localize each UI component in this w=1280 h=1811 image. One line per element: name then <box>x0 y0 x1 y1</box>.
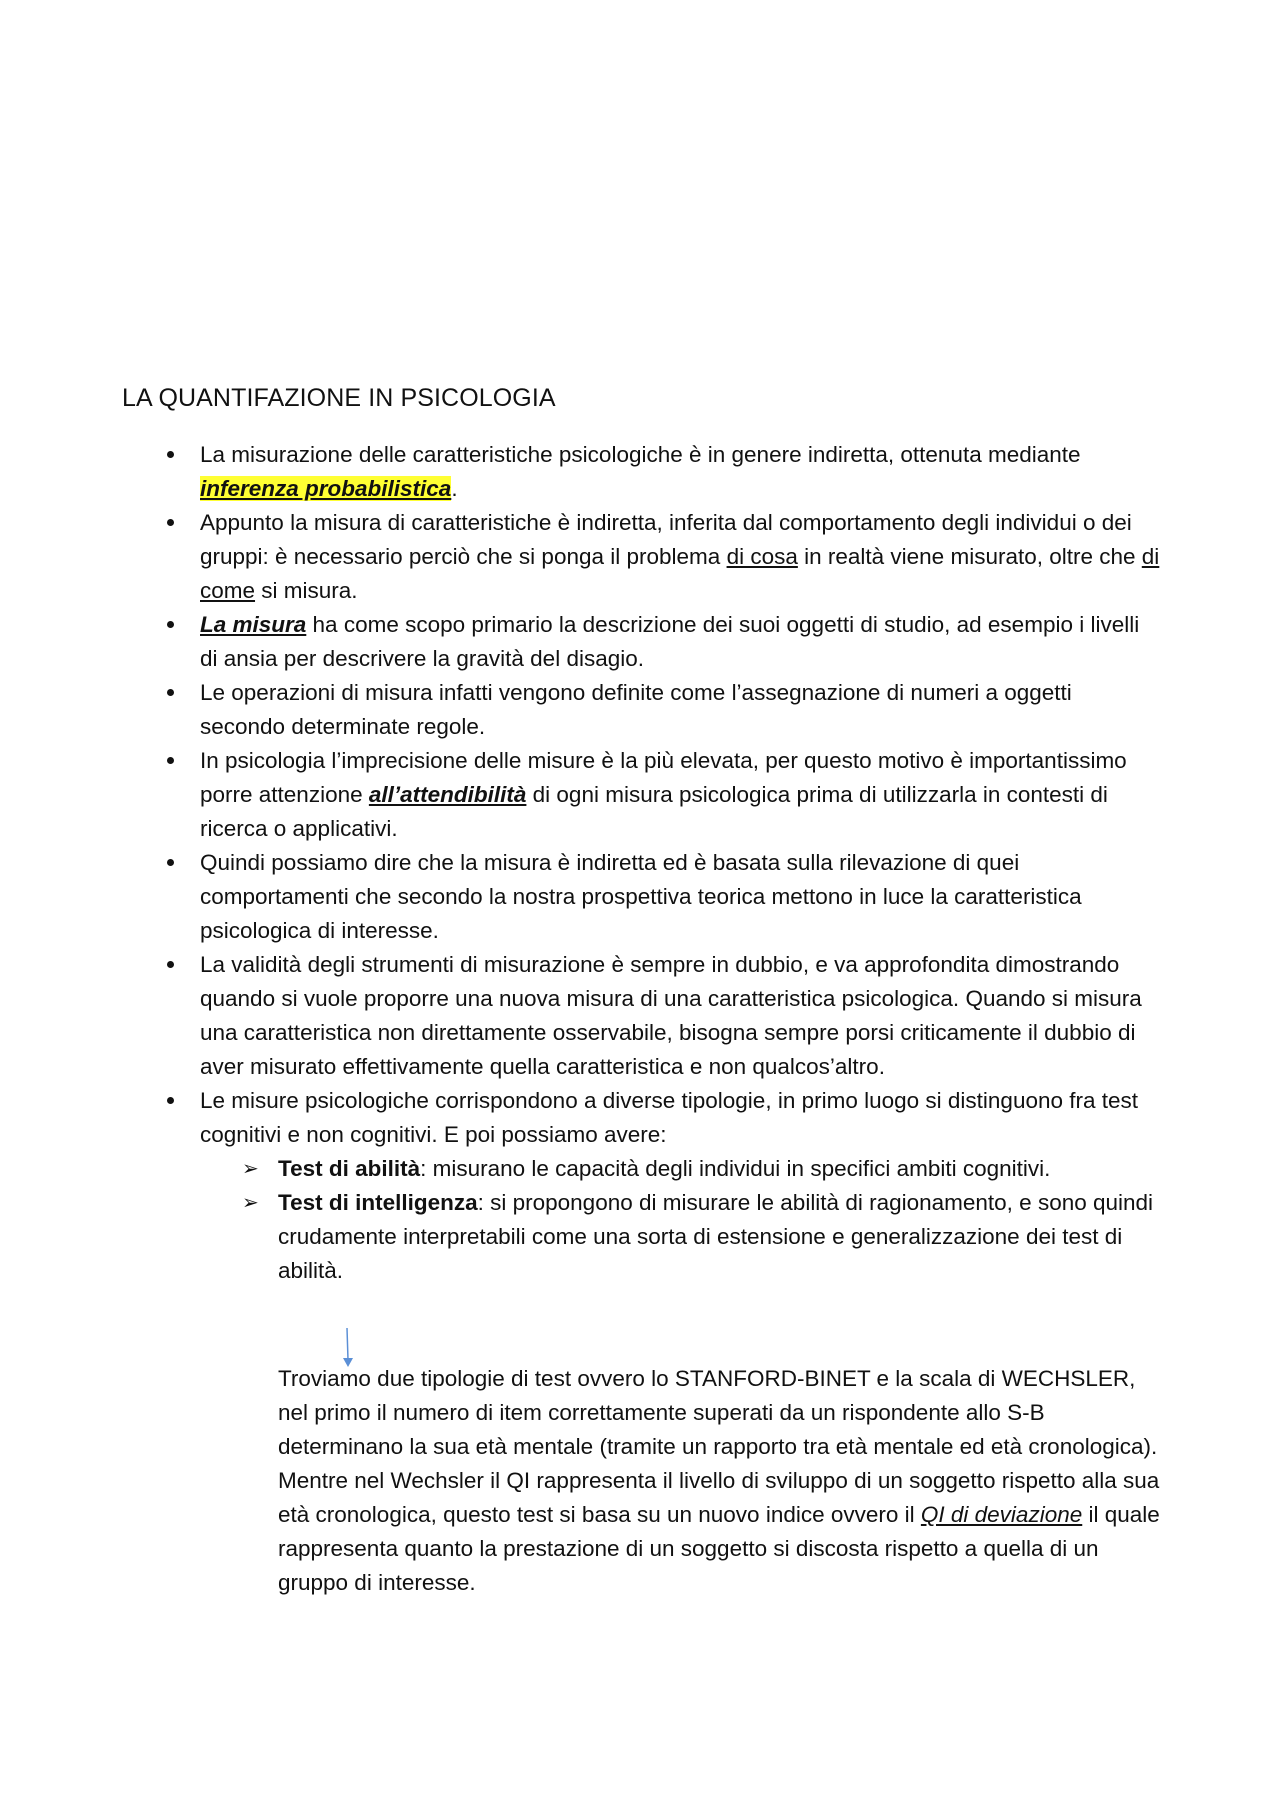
highlighted-term: inferenza probabilistica <box>200 476 452 501</box>
list-item: Quindi possiamo dire che la misura è indiretta ed è basata sulla rilevazione di quei comportamenti che secondo la nostra prospettiva teorica mettono in luce la caratteristica psicologica di interesse. <box>200 846 1160 948</box>
list-item: La misurazione delle caratteristiche psicologiche è in genere indiretta, ottenuta mediante inferenza probabilistica. <box>200 438 1160 506</box>
list-item: La misura ha come scopo primario la descrizione dei suoi oggetti di studio, ad esempio i livelli di ansia per descrivere la gravità del disagio. <box>200 608 1160 676</box>
explanation-paragraph: Troviamo due tipologie di test ovvero lo STANFORD-BINET e la scala di WECHSLER, nel primo il numero di item correttamente superati da un rispondente allo S-B determinano la sua età mentale (tramite un rapporto tra età mentale ed età cronologica). Mentre nel Wechsler il QI rappresenta il livello di sviluppo di un soggetto rispetto alla sua età cronologica, questo test si basa su un nuovo indice ovvero il QI di deviazione il quale rappresenta quanto la prestazione di un soggetto si discosta rispetto a quella di un gruppo di interesse. <box>278 1366 1160 1595</box>
list-item: Le misure psicologiche corrispondono a diverse tipologie, in primo luogo si distinguono fra test cognitivi e non cognitivi. E poi possiamo avere: ➢ Test di abilità: misurano le capacità degli individui in specifici ambiti cognitivi. ➢ Test di intelligenza: si propongono di misurare le abilità di ragionamento, e sono quindi crudamente interpretabili come una sorta di estensione e generalizzazione dei test di abilità. <box>200 1084 1160 1288</box>
sub-item-term: Test di abilità <box>278 1156 421 1181</box>
disc-bullet-icon <box>167 859 174 866</box>
disc-bullet-icon <box>167 519 174 526</box>
emphasized-term: La misura <box>200 612 307 637</box>
disc-bullet-icon <box>167 961 174 968</box>
arrowhead-bullet-icon: ➢ <box>242 1192 259 1214</box>
arrowhead-bullet-icon: ➢ <box>242 1158 259 1180</box>
underlined-term: di cosa <box>726 544 798 569</box>
list-item: La validità degli strumenti di misurazione è sempre in dubbio, e va approfondita dimostrando quando si vuole proporre una nuova misura di una caratteristica psicologica. Quando si misura una caratteristica non direttamente osservabile, bisogna sempre porsi criticamente il dubbio di aver misurato effettivamente quella caratteristica e non qualcos’altro. <box>200 948 1160 1084</box>
sub-list-item: ➢ Test di abilità: misurano le capacità degli individui in specifici ambiti cognitivi. <box>200 1152 1160 1186</box>
disc-bullet-icon <box>167 1097 174 1104</box>
emphasized-term: all’attendibilità <box>368 782 527 807</box>
page-title: LA QUANTIFAZIONE IN PSICOLOGIA <box>122 384 556 412</box>
disc-bullet-icon <box>167 621 174 628</box>
disc-bullet-icon <box>167 689 174 696</box>
sub-list-item: ➢ Test di intelligenza: si propongono di misurare le abilità di ragionamento, e sono quindi crudamente interpretabili come una sorta di estensione e generalizzazione dei test di abilità. <box>200 1186 1160 1288</box>
disc-bullet-icon <box>167 451 174 458</box>
bullet-list <box>200 438 1160 1288</box>
list-item: Le operazioni di misura infatti vengono definite come l’assegnazione di numeri a oggetti secondo determinate regole. <box>200 676 1160 744</box>
list-item: In psicologia l’imprecisione delle misure è la più elevata, per questo motivo è importantissimo porre attenzione all’attendibilità di ogni misura psicologica prima di utilizzarla in contesti di ricerca o applicativi. <box>200 744 1160 846</box>
underlined-term: di come <box>200 544 1160 603</box>
disc-bullet-icon <box>167 757 174 764</box>
emphasized-term: QI di deviazione <box>920 1502 1083 1527</box>
list-item: Appunto la misura di caratteristiche è indiretta, inferita dal comportamento degli individui o dei gruppi: è necessario perciò che si ponga il problema di cosa in realtà viene misurato, oltre che di come si misura. <box>200 506 1160 608</box>
sub-item-term: Test di intelligenza <box>278 1190 478 1215</box>
sub-list <box>200 1152 1160 1288</box>
